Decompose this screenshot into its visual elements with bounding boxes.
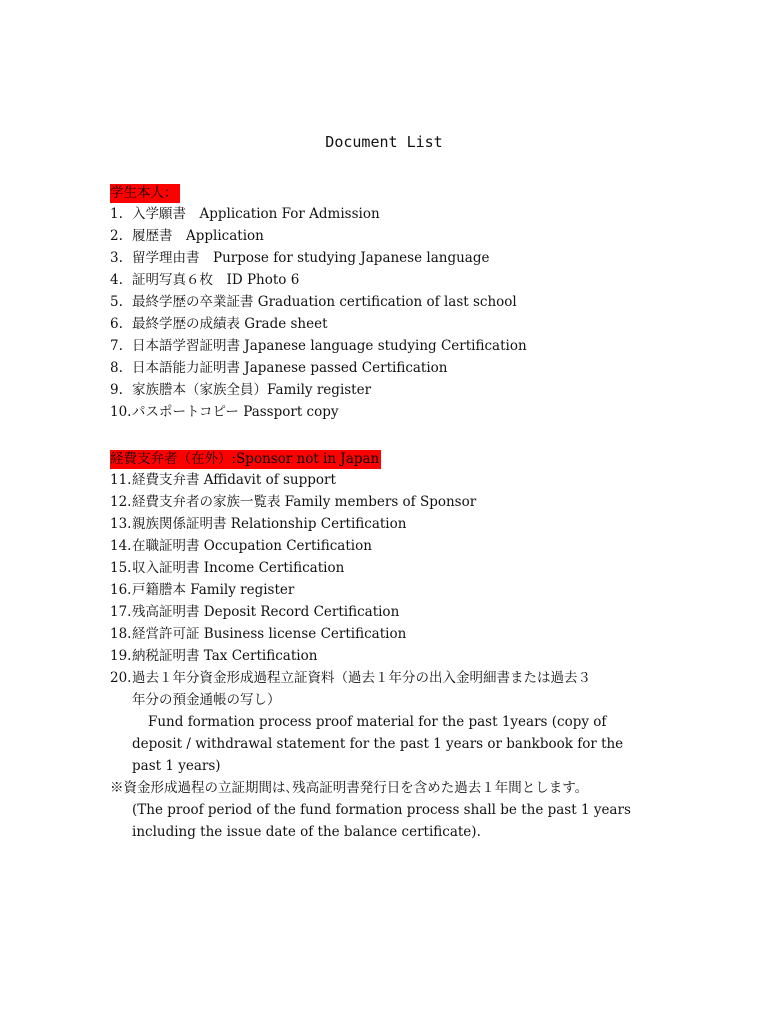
list-item: 1. 入学願書 Application For Admission bbox=[110, 206, 380, 222]
list-item: 9. 家族謄本（家族全員）Family register bbox=[110, 382, 372, 398]
list-item: 15.収入証明書 Income Certification bbox=[110, 560, 345, 576]
list-item: 16.戸籍謄本 Family register bbox=[110, 582, 295, 598]
list-item: 8. 日本語能力証明書 Japanese passed Certification bbox=[110, 360, 448, 376]
section-student bbox=[110, 184, 527, 423]
list-item: 7. 日本語学習証明書 Japanese language studying Certification bbox=[110, 338, 527, 354]
list-item: 3. 留学理由書 Purpose for studying Japanese language bbox=[110, 250, 490, 266]
list-item: 2. 履歴書 Application bbox=[110, 228, 264, 244]
list-item: 10.パスポートコピー Passport copy bbox=[110, 404, 339, 420]
item20-english-line: Fund formation process proof material for the past 1years (copy of bbox=[148, 714, 607, 730]
note-english-line: including the issue date of the balance certificate). bbox=[132, 824, 481, 840]
page-title: Document List bbox=[325, 133, 443, 151]
list-item: 13.親族関係証明書 Relationship Certification bbox=[110, 516, 407, 532]
list-item: 14.在職証明書 Occupation Certification bbox=[110, 538, 372, 554]
list-item: 11.経費支弁書 Affidavit of support bbox=[110, 472, 336, 488]
item20-english-line: deposit / withdrawal statement for the past 1 years or bankbook for the bbox=[132, 736, 624, 752]
section-label-student: 学生本人： bbox=[110, 185, 178, 201]
section-label-sponsor: 経費支弁者（在外）:Sponsor not in Japan bbox=[110, 451, 380, 467]
list-item: 6. 最終学歴の成績表 Grade sheet bbox=[110, 316, 328, 332]
list-item: 4. 証明写真６枚 ID Photo 6 bbox=[110, 272, 300, 288]
section-sponsor bbox=[110, 450, 631, 843]
item20-continuation: 年分の預金通帳の写し） bbox=[132, 692, 281, 708]
list-item: 19.納税証明書 Tax Certification bbox=[110, 648, 318, 664]
list-item: 5. 最終学歴の卒業証書 Graduation certification of last school bbox=[110, 294, 517, 310]
list-item: 17.残高証明書 Deposit Record Certification bbox=[110, 604, 400, 620]
list-item: 20.過去１年分資金形成過程立証資料（過去１年分の出入金明細書または過去３ bbox=[110, 670, 591, 686]
list-item: 18.経営許可証 Business license Certification bbox=[110, 626, 407, 642]
list-item: 12.経費支弁者の家族一覧表 Family members of Sponsor bbox=[110, 494, 477, 510]
note-english-line: (The proof period of the fund formation process shall be the past 1 years bbox=[132, 802, 631, 818]
item20-english-line: past 1 years) bbox=[132, 758, 221, 774]
note-japanese: ※資金形成過程の立証期間は､残高証明書発行日を含めた過去１年間とします。 bbox=[110, 780, 589, 796]
